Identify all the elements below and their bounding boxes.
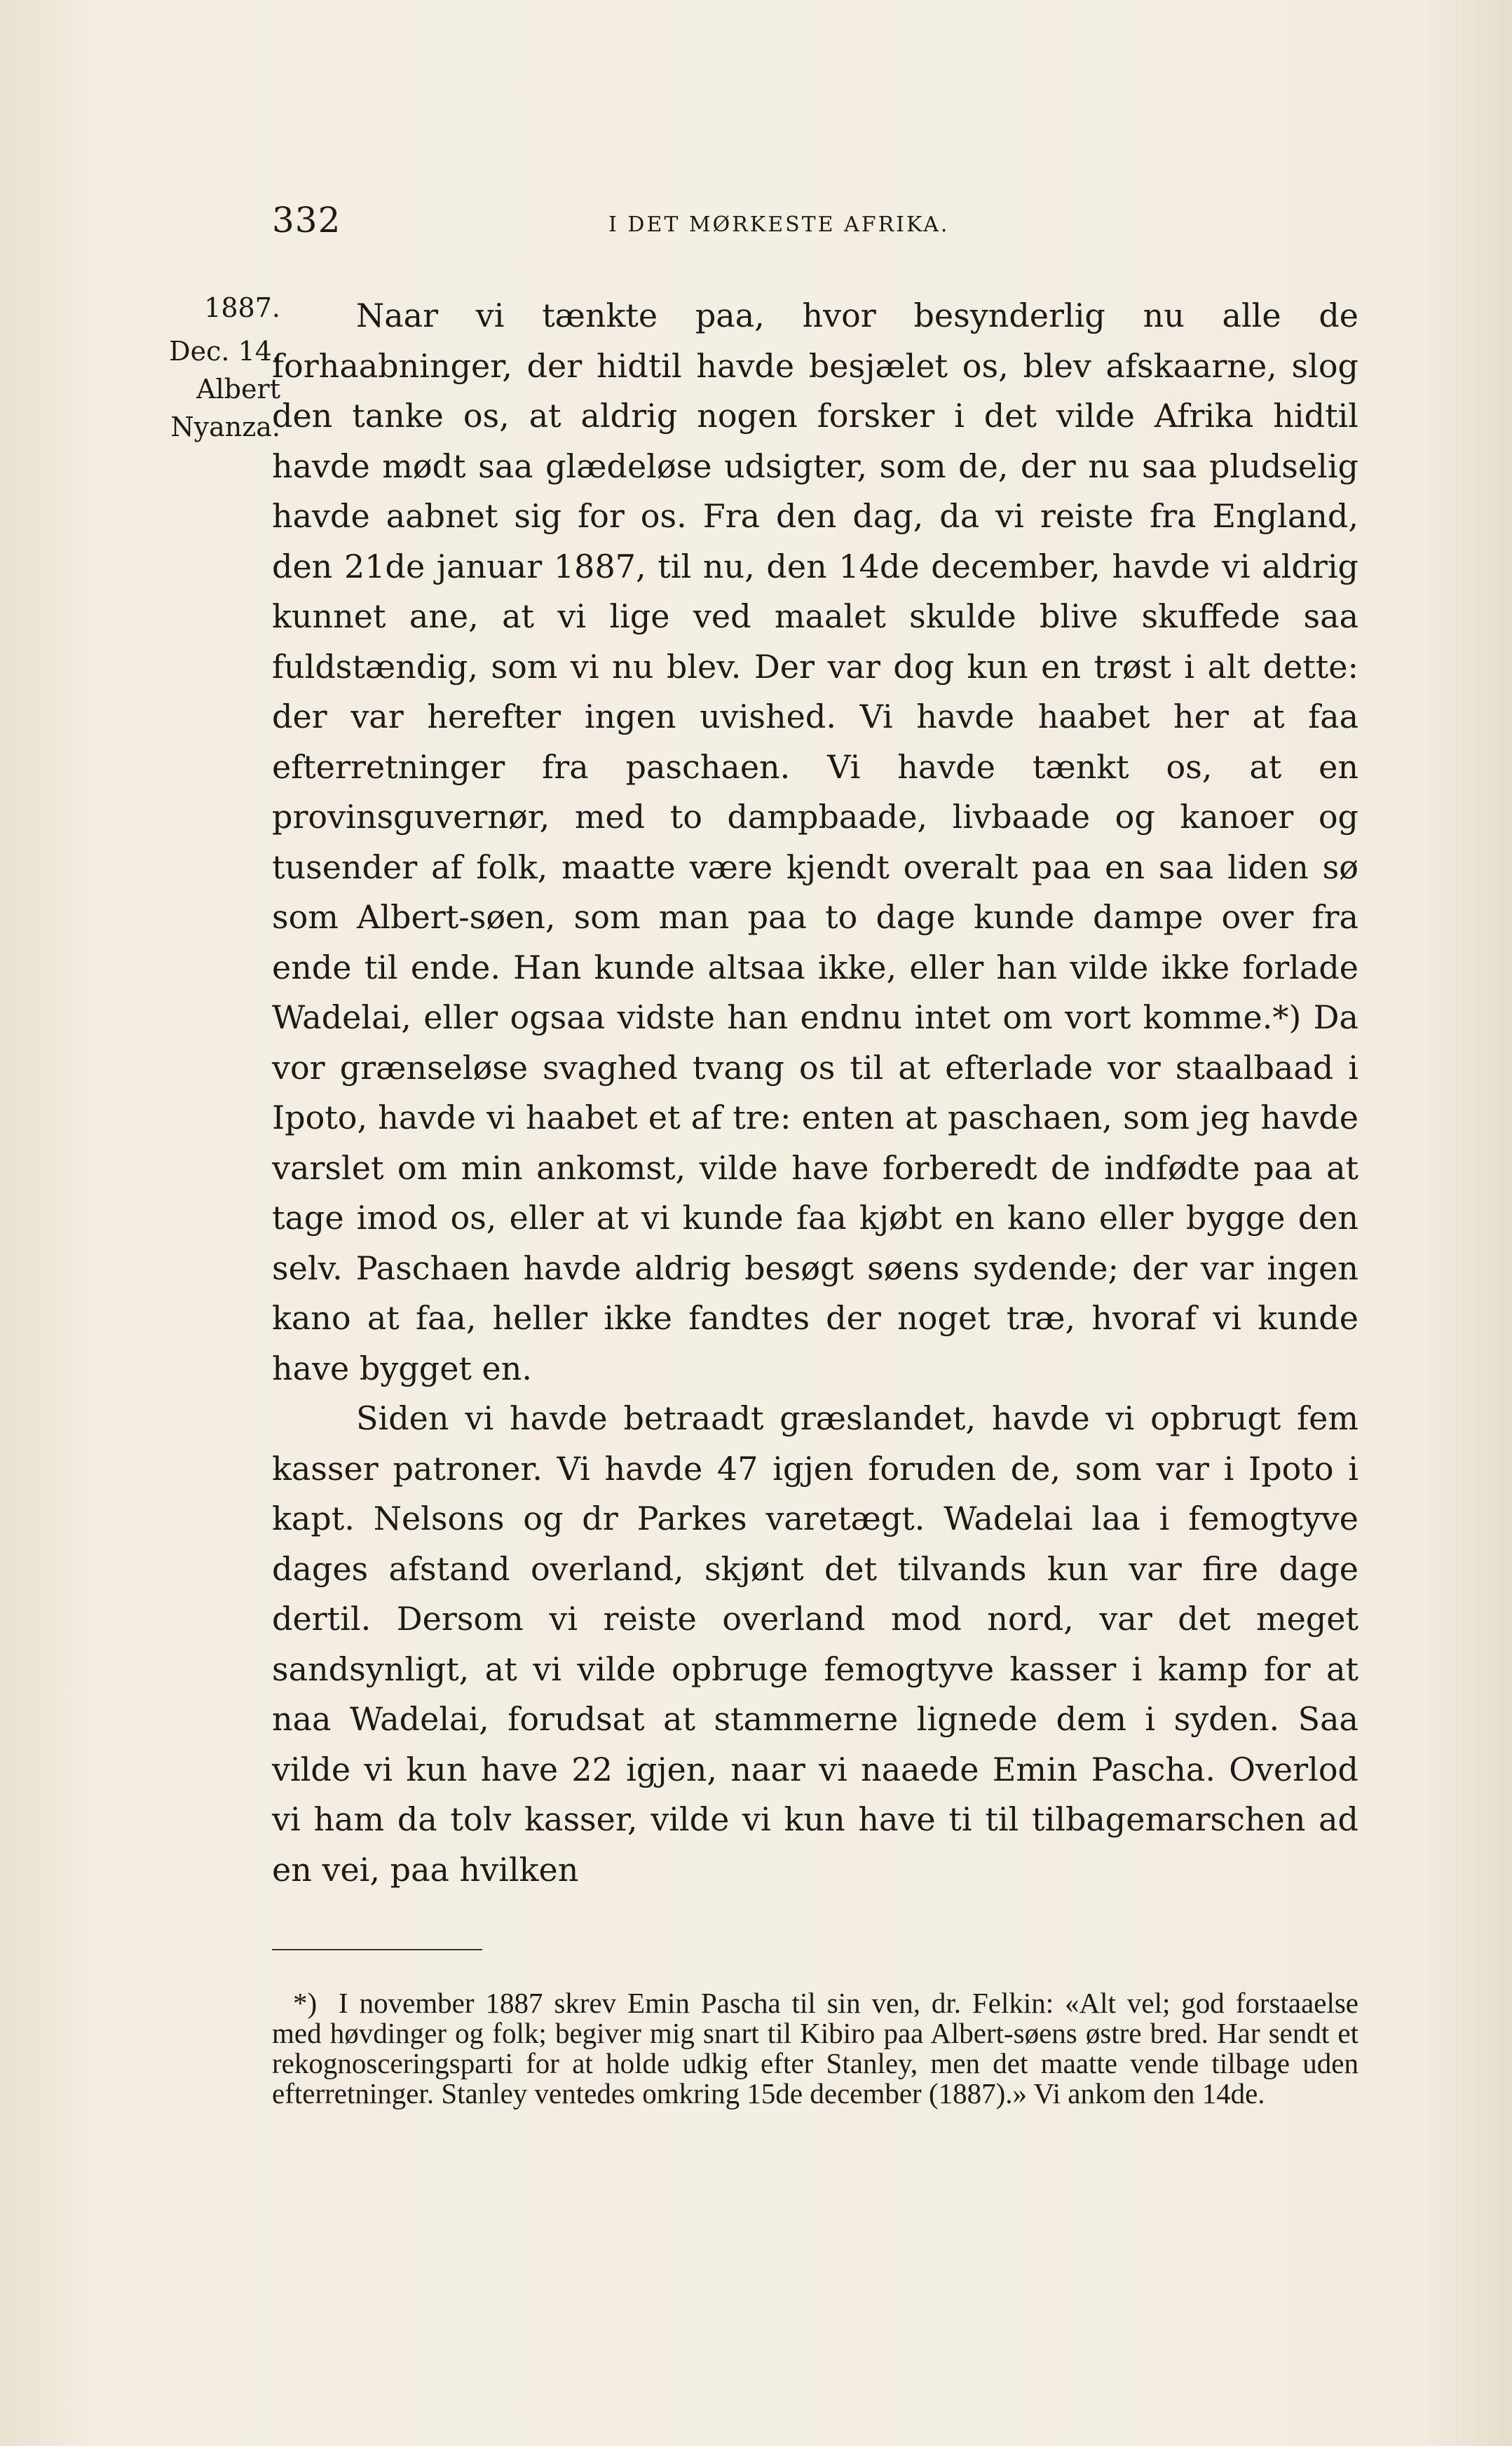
paragraph-2: Siden vi havde betraadt græslandet, havde vi opbrugt fem kasser patroner. Vi havde 47 igjen foruden de, som var i Ipoto i kapt. Nelsons og dr Parkes varetægt. Wadelai laa i femogtyve dages afstand overland, skjønt det tilvands kun var fire dage dertil. Dersom vi reiste overland mod nord, var det meget sandsynligt, at vi vilde opbruge femogtyve kasser i kamp for at naa Wadelai, forudsat at stammerne lignede dem i syden. Saa vilde vi kun have 22 igjen, naar vi naaede Emin Pascha. Overlod vi ham da tolv kasser, vilde vi kun have ti til tilbagemarschen ad en vei, paa hvilken: [272, 1399, 1358, 1889]
running-title: I DET MØRKESTE AFRIKA.: [608, 212, 950, 237]
paragraph-1: Naar vi tænkte paa, hvor besynderlig nu alle de forhaabninger, der hidtil havde besjælet os, blev afskaarne, slog den tanke os, at aldrig nogen forsker i det vilde Afrika hidtil havde mødt saa glædeløse udsigter, som de, der nu saa pludselig havde aabnet sig for os. Fra den dag, da vi reiste fra England, den 21de januar 1887, til nu, den 14de december, havde vi aldrig kunnet ane, at vi lige ved maalet skulde blive skuffede saa fuldstændig, som vi nu blev. Der var dog kun en trøst i alt dette: der var herefter ingen uvished. Vi havde haabet her at faa efterretninger fra paschaen. Vi havde tænkt os, at en provinsguvernør, med to dampbaade, livbaade og kanoer og tusender af folk, maatte være kjendt overalt paa en saa liden sø som Albert-søen, som man paa to dage kunde dampe over fra ende til ende. Han kunde altsaa ikke, eller han vilde ikke forlade Wadelai, eller ogsaa vidste han endnu intet om vort komme.*) Da vor grænseløse svaghed tvang os til at efterlade vor staalbaad i Ipoto, havde vi haabet et af tre: enten at paschaen, som jeg havde varslet om min ankomst, vilde have forberedt de indfødte paa at tage imod os, eller at vi kunde faa kjøbt en kano eller bygge den selv. Paschaen havde aldrig besøgt søens sydende; der var ingen kano at faa, heller ikke fandtes der noget træ, hvoraf vi kunde have bygget en.: [272, 297, 1358, 1387]
footnote-divider: [272, 1949, 482, 1950]
page-number: 332: [272, 200, 341, 240]
footnote: [272, 1988, 1358, 2109]
margin-note-date: Dec. 14.: [169, 336, 280, 367]
footnote-text: I november 1887 skrev Emin Pascha til sin ven, dr. Felkin: «Alt vel; god forstaaelse med høvdinger og folk; begiver mig snart til Kibiro paa Albert-søens østre bred. Har sendt et rekognosceringsparti for at holde udkig efter Stanley, men det maatte vende tilbage uden efterretninger. Stanley ventedes omkring 15de december (1887).» Vi ankom den 14de.: [272, 1987, 1358, 2109]
margin-note-place: Albert: [196, 374, 280, 405]
margin-note-year: 1887.: [204, 292, 280, 323]
body-text: [272, 291, 1358, 1895]
footnote-marker: *): [293, 1987, 318, 2019]
margin-note-lake: Nyanza.: [170, 412, 280, 442]
running-header: [272, 200, 1365, 256]
